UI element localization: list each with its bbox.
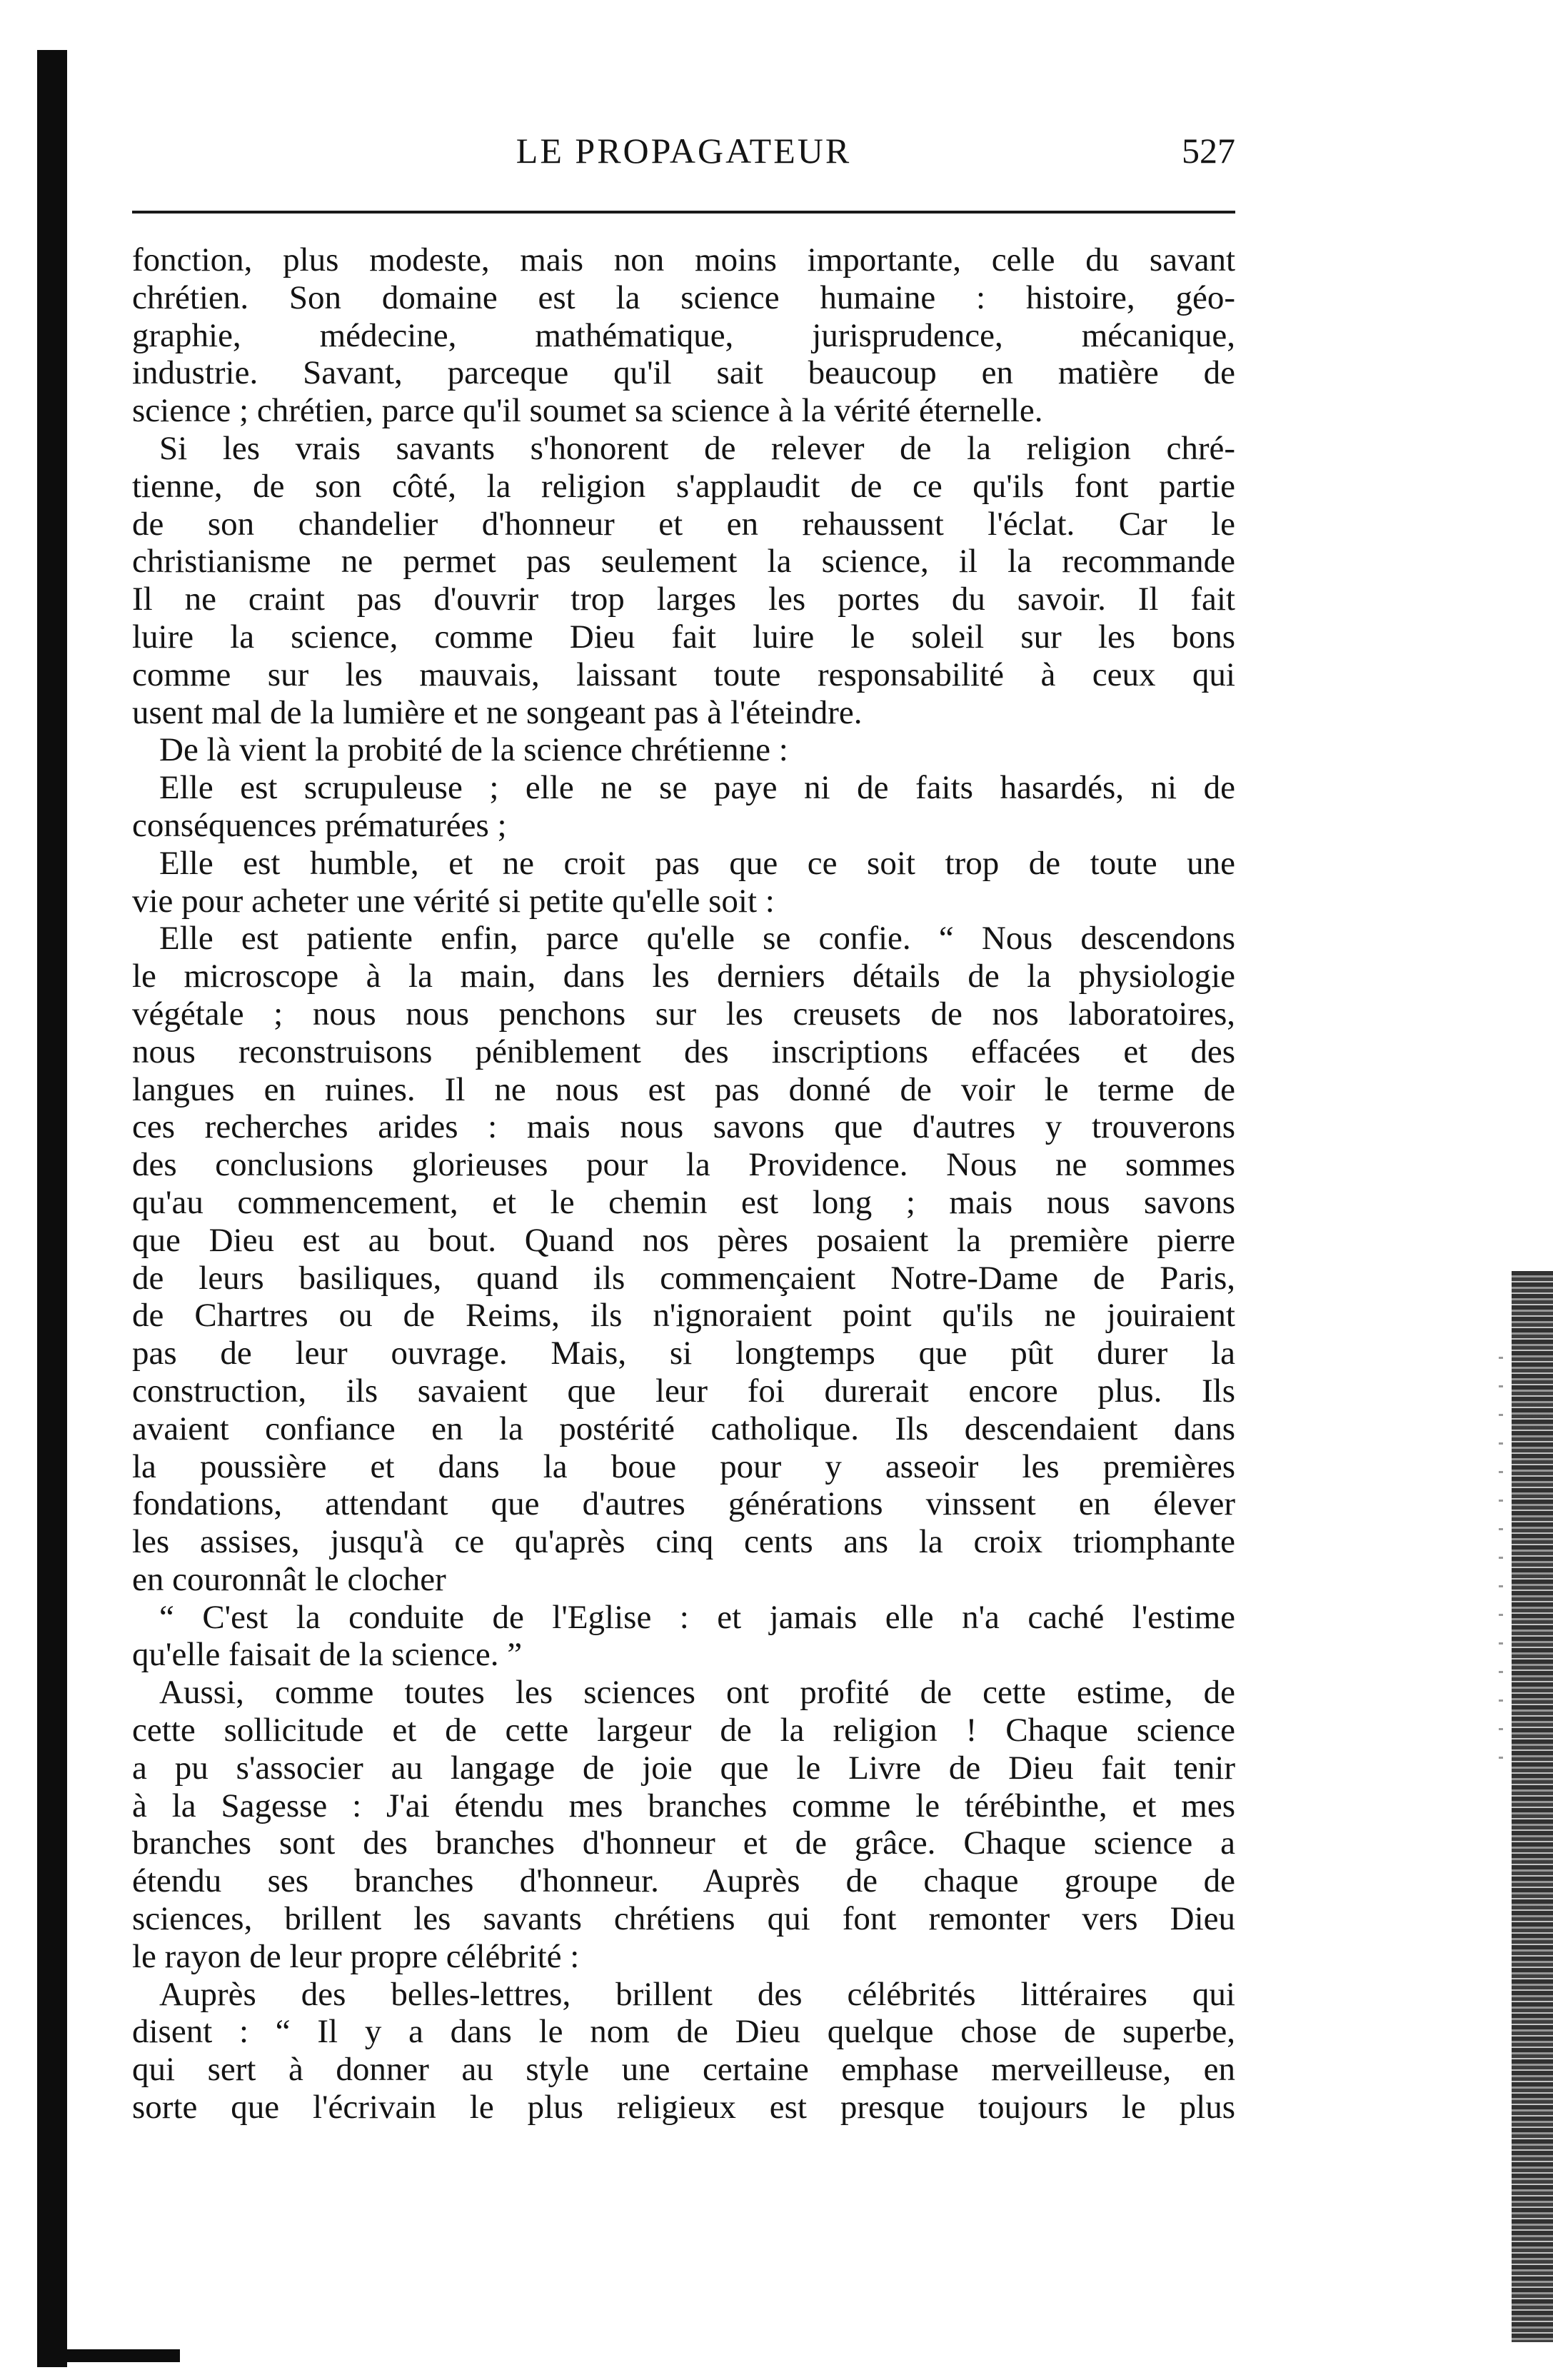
text-line: Elle est patiente enfin, parce qu'elle se confie. “ Nous descendons: [159, 920, 1235, 958]
text-line: vie pour acheter une vérité si petite qu'elle soit :: [132, 882, 775, 920]
page-number: 527: [1182, 131, 1235, 171]
text-line: Elle est humble, et ne croit pas que ce soit trop de toute une: [159, 844, 1235, 882]
text-line: graphie, médecine, mathématique, jurisprudence, mécanique,: [132, 316, 1235, 354]
text-line: de Chartres ou de Reims, ils n'ignoraient point qu'ils ne jouiraient: [132, 1297, 1235, 1335]
text-line: des conclusions glorieuses pour la Providence. Nous ne sommes: [132, 1146, 1235, 1184]
text-line: De là vient la probité de la science chrétienne :: [159, 731, 788, 769]
text-line: Si les vrais savants s'honorent de relever de la religion chré-: [159, 429, 1235, 467]
text-line: de son chandelier d'honneur et en rehaussent l'éclat. Car le: [132, 505, 1235, 543]
body-text: [132, 241, 1235, 2127]
text-line: langues en ruines. Il ne nous est pas donné de voir le terme de: [132, 1070, 1235, 1108]
text-line: science ; chrétien, parce qu'il soumet sa science à la vérité éternelle.: [132, 392, 1043, 430]
text-line: le rayon de leur propre célébrité :: [132, 1937, 580, 1975]
text-line: le microscope à la main, dans les derniers détails de la physiologie: [132, 958, 1235, 995]
text-line: christianisme ne permet pas seulement la science, il la recommande: [132, 543, 1235, 581]
text-line: pas de leur ouvrage. Mais, si longtemps que pût durer la: [132, 1335, 1235, 1372]
text-line: végétale ; nous nous penchons sur les creusets de nos laboratoires,: [132, 995, 1235, 1033]
page-edge-scan-artifact: [1512, 1271, 1553, 2342]
text-line: tienne, de son côté, la religion s'applaudit de ce qu'ils font partie: [132, 467, 1235, 505]
text-line: chrétien. Son domaine est la science humaine : histoire, géo-: [132, 278, 1235, 316]
running-title: LE PROPAGATEUR: [516, 131, 852, 171]
text-line: disent : “ Il y a dans le nom de Dieu quelque chose de superbe,: [132, 2013, 1235, 2051]
text-line: Elle est scrupuleuse ; elle ne se paye ni de faits hasardés, ni de: [159, 769, 1235, 807]
text-line: Il ne craint pas d'ouvrir trop larges les portes du savoir. Il fait: [132, 581, 1235, 618]
text-line: ces recherches arides : mais nous savons que d'autres y trouverons: [132, 1108, 1235, 1146]
binding-shadow: [37, 50, 67, 2367]
text-line: nous reconstruisons péniblement des inscriptions effacées et des: [132, 1033, 1235, 1070]
text-line: fondations, attendant que d'autres générations vinssent en élever: [132, 1485, 1235, 1523]
text-line: sorte que l'écrivain le plus religieux est presque toujours le plus: [132, 2089, 1235, 2127]
text-line: de leurs basiliques, quand ils commençaient Notre-Dame de Paris,: [132, 1259, 1235, 1297]
text-line: à la Sagesse : J'ai étendu mes branches comme le térébinthe, et mes: [132, 1787, 1235, 1824]
text-line: étendu ses branches d'honneur. Auprès de chaque groupe de: [132, 1862, 1235, 1900]
text-line: qu'au commencement, et le chemin est long ; mais nous savons: [132, 1183, 1235, 1221]
text-line: “ C'est la conduite de l'Eglise : et jamais elle n'a caché l'estime: [159, 1598, 1235, 1636]
text-line: qu'elle faisait de la science. ”: [132, 1636, 523, 1674]
text-line: les assises, jusqu'à ce qu'après cinq cents ans la croix triomphante: [132, 1523, 1235, 1561]
text-line: en couronnât le clocher: [132, 1560, 446, 1598]
text-line: avaient confiance en la postérité catholique. Ils descendaient dans: [132, 1410, 1235, 1447]
scan-specks: [1499, 1357, 1503, 1785]
text-line: la poussière et dans la boue pour y asseoir les premières: [132, 1447, 1235, 1485]
text-line: industrie. Savant, parceque qu'il sait beaucoup en matière de: [132, 354, 1235, 392]
text-line: sciences, brillent les savants chrétiens qui font remonter vers Dieu: [132, 1900, 1235, 1938]
text-line: conséquences prématurées ;: [132, 806, 507, 844]
text-line: construction, ils savaient que leur foi durerait encore plus. Ils: [132, 1372, 1235, 1410]
text-line: que Dieu est au bout. Quand nos pères posaient la première pierre: [132, 1221, 1235, 1259]
text-line: branches sont des branches d'honneur et de grâce. Chaque science a: [132, 1824, 1235, 1862]
text-line: a pu s'associer au langage de joie que le Livre de Dieu fait tenir: [132, 1749, 1235, 1787]
text-line: usent mal de la lumière et ne songeant pas à l'éteindre.: [132, 693, 863, 731]
text-line: qui sert à donner au style une certaine emphase merveilleuse, en: [132, 2051, 1235, 2089]
page-header: [132, 130, 1235, 180]
text-line: Auprès des belles-lettres, brillent des célébrités littéraires qui: [159, 1975, 1235, 2013]
text-line: fonction, plus modeste, mais non moins importante, celle du savant: [132, 241, 1235, 278]
binding-shadow-foot: [37, 2349, 180, 2362]
text-line: comme sur les mauvais, laissant toute responsabilité à ceux qui: [132, 656, 1235, 693]
text-line: cette sollicitude et de cette largeur de la religion ! Chaque science: [132, 1712, 1235, 1749]
header-rule: [132, 211, 1235, 214]
text-line: luire la science, comme Dieu fait luire le soleil sur les bons: [132, 618, 1235, 656]
text-line: Aussi, comme toutes les sciences ont profité de cette estime, de: [159, 1674, 1235, 1712]
